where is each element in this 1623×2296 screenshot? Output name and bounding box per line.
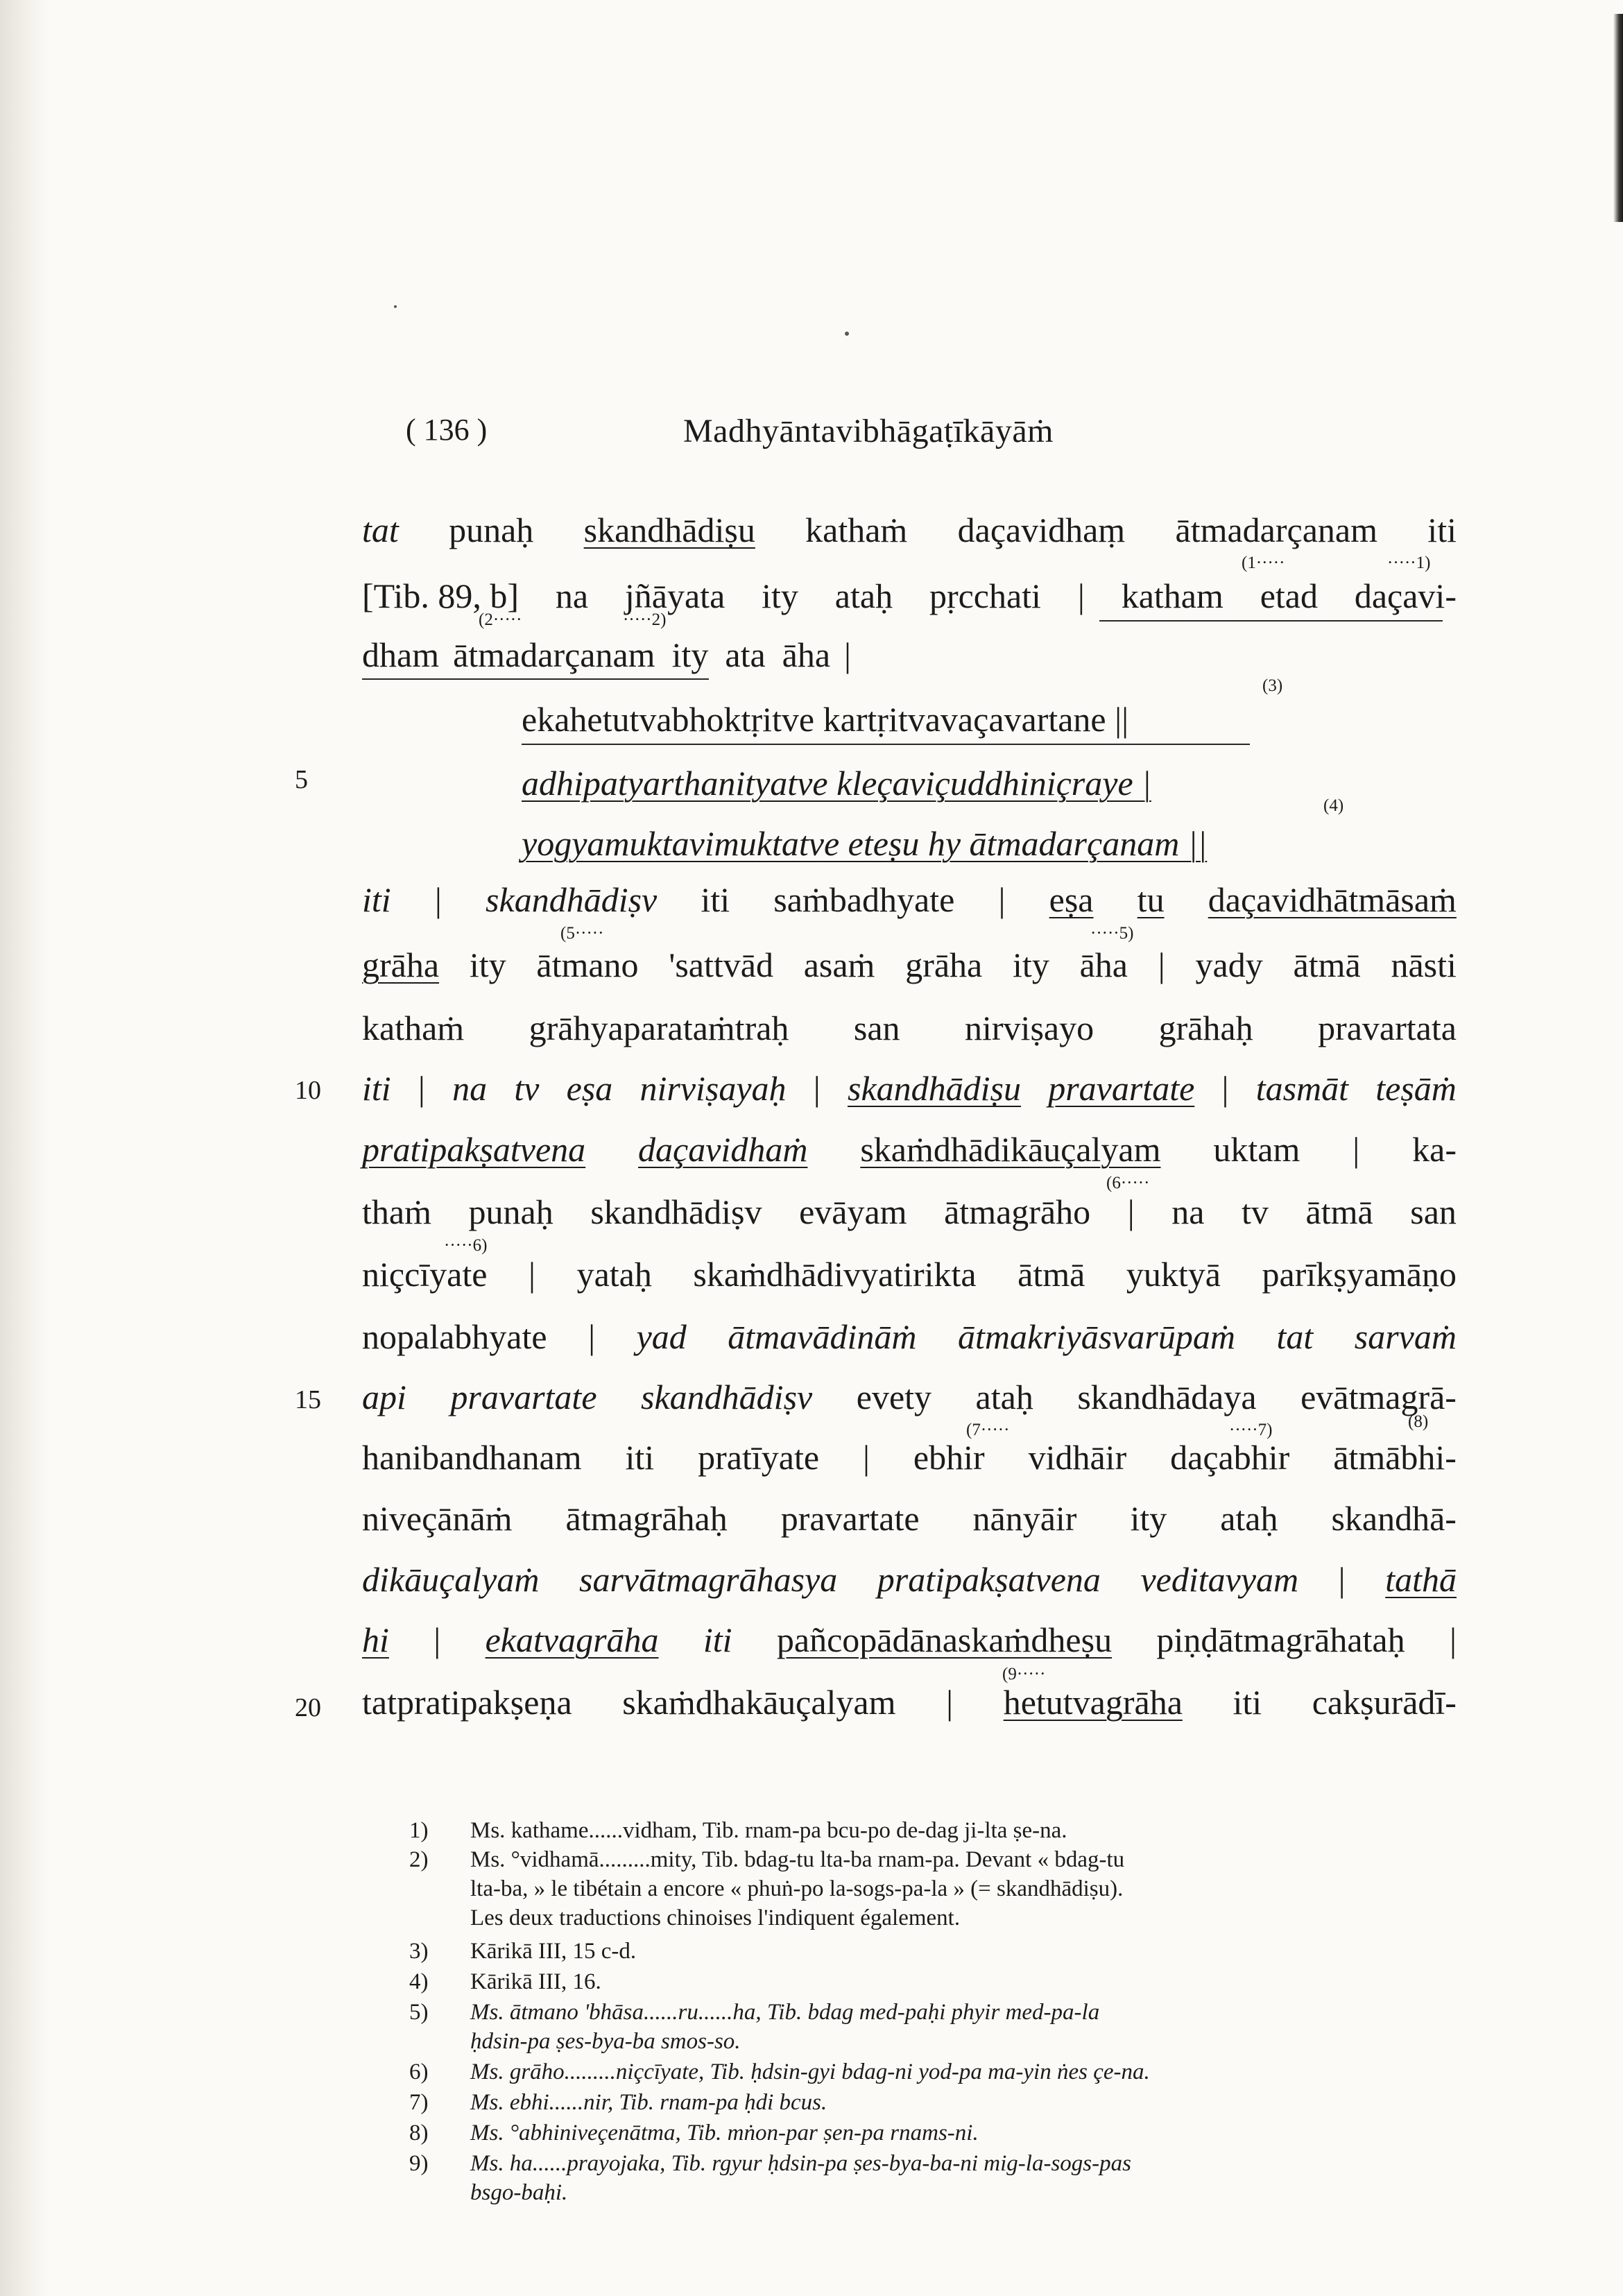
word: nirviṣayaḥ: [639, 1069, 787, 1108]
footnote: [409, 1937, 1463, 1966]
text-line-11: [362, 1129, 1457, 1170]
note-marker: ·····6): [444, 1236, 488, 1255]
footnote-text: bsgo-baḥi.: [470, 2180, 568, 2205]
word: skandhādiṣv: [590, 1192, 762, 1231]
word: daçavi-: [1354, 576, 1457, 615]
footnote-text: Ms. ha......prayojaka, Tib. rgyur ḥdsin-pa ṣes-bya-ba-ni mig-la-sogs-pas: [470, 2151, 1131, 2176]
footnote-number: 2): [409, 1847, 429, 1872]
word: saṁbadhyate: [773, 880, 955, 919]
text-line-15: [362, 1377, 1457, 1417]
scan-shadow-left: [0, 0, 49, 2296]
footnote-number: 8): [409, 2121, 429, 2145]
word: skandhādiṣu: [847, 1069, 1021, 1108]
word: ka-: [1412, 1130, 1457, 1169]
footnote-number: 9): [409, 2151, 429, 2176]
word: ekatvagrāha: [485, 1620, 659, 1659]
word: ātmā: [1293, 945, 1361, 984]
word: niçcīyate: [362, 1255, 488, 1294]
word: nānyāir: [972, 1499, 1077, 1538]
note-marker: ·····5): [1090, 924, 1134, 943]
note-marker: (7·····: [966, 1421, 1010, 1439]
running-title: Madhyāntavibhāgaṭīkāyāṁ: [683, 413, 1054, 449]
word: eṣa: [566, 1069, 613, 1108]
text-line-17: [362, 1498, 1457, 1539]
footnote: [409, 2057, 1463, 2087]
word: evātmagrā-: [1300, 1378, 1457, 1416]
word: tu: [1137, 880, 1165, 919]
footnote: [409, 1845, 1463, 1933]
word: daçavidhaṁ: [638, 1130, 808, 1169]
word: |: [1077, 576, 1085, 615]
footnote-number: 1): [409, 1818, 429, 1843]
note-marker: (4): [1323, 796, 1344, 815]
underline-rule: [1099, 620, 1443, 622]
word: ātmā: [1017, 1255, 1085, 1294]
footnote-text: Ms. ebhi......nir, Tib. rnam-pa ḥdi bcus.: [470, 2090, 827, 2115]
text-line-13: [362, 1254, 1457, 1294]
footnote-text: Ms. ātmano 'bhāsa......ru......ha, Tib. bdag med-paḥi phyir med-pa-la: [470, 2000, 1100, 2025]
line-number: 5: [295, 765, 308, 794]
word: nirviṣayo: [965, 1009, 1094, 1047]
word: dham: [362, 635, 440, 674]
word: ataḥ: [834, 576, 893, 615]
word: |: [418, 1069, 425, 1108]
word: tv: [1242, 1192, 1269, 1231]
word: daçavidhaṃ: [957, 511, 1126, 549]
word: parīkṣyamāṇo: [1262, 1255, 1457, 1294]
word: ātmagrāhaḥ: [565, 1499, 728, 1538]
word: thaṁ: [362, 1192, 431, 1231]
text-line-19: [362, 1620, 1457, 1660]
word: teṣāṁ: [1375, 1069, 1457, 1108]
footnote-number: 6): [409, 2059, 429, 2084]
word: skaṁdhādivyatirikta: [693, 1255, 977, 1294]
word: grāhaḥ: [1158, 1009, 1253, 1047]
word: tv: [514, 1069, 540, 1108]
word: skandhādiṣv: [641, 1378, 813, 1416]
word: yady: [1195, 945, 1263, 984]
line-number: 10: [295, 1076, 321, 1105]
word: |: [434, 880, 442, 919]
verse-text: yogyamuktavimuktatve eteṣu hy ātmadarçanam ||: [522, 824, 1208, 863]
word: |: [813, 1069, 821, 1108]
word: sarvaṁ: [1354, 1317, 1457, 1356]
word: 'sattvād: [669, 945, 773, 984]
footnote-text: Kārikā III, 16.: [470, 1969, 601, 1994]
text-line-14: [362, 1317, 1457, 1357]
word: niveçānāṁ: [362, 1499, 513, 1538]
word: ata: [725, 635, 766, 674]
word: katham: [1121, 576, 1223, 615]
word: |: [529, 1255, 536, 1294]
word: iti: [1427, 511, 1457, 549]
word: skandhādiṣv: [486, 880, 658, 919]
word: ataḥ: [1220, 1499, 1278, 1538]
footnote: [409, 2149, 1463, 2207]
note-marker: (5·····: [560, 924, 604, 943]
page-number: ( 136 ): [406, 413, 488, 447]
word: skandhādiṣu: [583, 511, 755, 549]
word: āha: [782, 635, 831, 674]
footnote: [409, 1816, 1463, 1845]
word: sarvātmagrāhasya: [579, 1560, 838, 1599]
word: ity: [762, 576, 798, 615]
word: etad: [1260, 576, 1318, 615]
word: san: [853, 1009, 900, 1047]
word: skandhā-: [1331, 1499, 1457, 1538]
text-line-7: [362, 880, 1457, 920]
word: |: [1221, 1069, 1229, 1108]
note-marker: (6·····: [1106, 1174, 1150, 1192]
word: āha: [1079, 945, 1128, 984]
word: api: [362, 1378, 406, 1416]
word: pravartate: [1048, 1069, 1195, 1108]
word: pratipakṣatvena: [877, 1560, 1101, 1599]
word: yad: [636, 1317, 687, 1356]
scan-shadow-right: [1613, 14, 1623, 222]
footnote: [409, 2088, 1463, 2117]
word: iti: [362, 1069, 391, 1108]
word: ātmā: [1305, 1192, 1373, 1231]
word: |: [844, 635, 852, 674]
word: pravartate: [450, 1378, 597, 1416]
word: hi: [362, 1620, 389, 1659]
note-marker: ·····1): [1387, 554, 1431, 572]
word: |: [1352, 1130, 1360, 1169]
word: pratīyate: [698, 1438, 820, 1477]
text-line-2: [362, 576, 1457, 616]
text-line-1: [362, 510, 1457, 550]
word: na: [452, 1069, 488, 1108]
word: |: [946, 1683, 954, 1722]
word: ity: [469, 945, 506, 984]
word: punaḥ: [468, 1192, 553, 1231]
word: ity: [1013, 945, 1049, 984]
word: pravartate: [780, 1499, 920, 1538]
word: na: [555, 576, 589, 615]
note-marker: (3): [1262, 676, 1283, 695]
word: |: [588, 1317, 596, 1356]
footnote-text: ḥdsin-pa ṣes-bya-ba smos-so.: [470, 2029, 741, 2054]
note-marker: (1·····: [1242, 554, 1285, 572]
footnote-number: 3): [409, 1939, 429, 1964]
word: ātmano: [536, 945, 639, 984]
word: evāyam: [799, 1192, 907, 1231]
word: kathaṁ: [805, 511, 908, 549]
note-marker: ·····2): [623, 610, 667, 629]
note-marker: (9·····: [1002, 1665, 1046, 1684]
speck: [845, 332, 849, 336]
word: ataḥ: [975, 1378, 1033, 1416]
word: grāha: [362, 945, 440, 984]
word: daçavidhātmāsaṁ: [1208, 880, 1457, 919]
line-number: 20: [295, 1693, 321, 1722]
footnote: [409, 1998, 1463, 2056]
word: cakṣurādī-: [1312, 1683, 1457, 1722]
text-line-10: [362, 1068, 1457, 1108]
word: ātmakriyāsvarūpaṁ: [957, 1317, 1235, 1356]
note-marker: (8): [1408, 1412, 1429, 1431]
word: skandhādaya: [1077, 1378, 1257, 1416]
word: iti: [625, 1438, 655, 1477]
word: san: [1410, 1192, 1457, 1231]
verse-line-3: [522, 823, 1207, 864]
footnote-number: 4): [409, 1969, 429, 1994]
footnote-text: Les deux traductions chinoises l'indiquent également.: [470, 1905, 961, 1930]
word: grāhyaparataṁtraḥ: [529, 1009, 789, 1047]
word: hanibandhanam: [362, 1438, 582, 1477]
footnote-text: Ms. grāho.........niçcīyate, Tib. ḥdsin-gyi bdag-ni yod-pa ma-yin ṅes çe-na.: [470, 2059, 1150, 2084]
footnote-text: lta-ba, » le tibétain a encore « phuṅ-po la-sogs-pa-la » (= skandhādiṣu).: [470, 1876, 1124, 1901]
footnote-text: Ms. °abhiniveçenātma, Tib. mṅon-par ṣen-pa rnams-ni.: [470, 2121, 979, 2145]
word: yuktyā: [1126, 1255, 1221, 1294]
word: vidhāir: [1028, 1438, 1127, 1477]
note-marker: (2·····: [479, 610, 522, 629]
word: yataḥ: [576, 1255, 652, 1294]
word: na: [1171, 1192, 1205, 1231]
word: skaṁdhakāuçalyam: [622, 1683, 896, 1722]
word: tat: [1276, 1317, 1314, 1356]
text-line-8: [362, 945, 1457, 985]
word: [Tib. 89, b]: [362, 576, 519, 615]
underline-rule: [362, 678, 709, 680]
word: uktam: [1213, 1130, 1300, 1169]
word: asaṁ: [803, 945, 875, 984]
text-line-20: [362, 1682, 1457, 1722]
word: ebhir: [913, 1438, 985, 1477]
word: tat: [362, 511, 399, 549]
word: dikāuçalyaṁ: [362, 1560, 540, 1599]
word: eṣa: [1049, 880, 1094, 919]
word: |: [862, 1438, 870, 1477]
word: iti: [703, 1620, 732, 1659]
word: daçabhir: [1170, 1438, 1290, 1477]
text-line-12: [362, 1192, 1457, 1232]
verse-line-2: [522, 763, 1151, 803]
word: tatpratipakṣeṇa: [362, 1683, 572, 1722]
word: hetutvagrāha: [1003, 1683, 1183, 1722]
speck: [394, 305, 397, 308]
word: ity: [671, 635, 709, 674]
word: jñāyata: [624, 576, 725, 615]
word: iti: [701, 880, 730, 919]
word: pañcopādānaskaṁdheṣu: [776, 1620, 1113, 1659]
text-line-18: [362, 1559, 1457, 1600]
text-line-3: [362, 635, 851, 675]
word: nopalabhyate: [362, 1317, 547, 1356]
word: |: [1158, 945, 1165, 984]
footnote: [409, 1967, 1463, 1996]
word: evety: [856, 1378, 932, 1416]
word: veditavyam: [1140, 1560, 1299, 1599]
note-marker: ·····7): [1229, 1421, 1273, 1439]
word: tathā: [1385, 1560, 1457, 1599]
word: ātmadarçanam: [453, 635, 655, 674]
line-number: 15: [295, 1385, 321, 1414]
word: skaṁdhādikāuçalyam: [860, 1130, 1161, 1169]
word: |: [1338, 1560, 1346, 1599]
word: nāsti: [1391, 945, 1457, 984]
footnote-text: Kārikā III, 15 c-d.: [470, 1939, 637, 1964]
footnote: [409, 2118, 1463, 2148]
word: grāha: [905, 945, 983, 984]
word: ity: [1130, 1499, 1167, 1538]
word: |: [1449, 1620, 1457, 1659]
word: kathaṁ: [362, 1009, 465, 1047]
text-line-9: [362, 1008, 1457, 1048]
text-line-16: [362, 1437, 1457, 1477]
footnote-number: 5): [409, 2000, 429, 2025]
word: ātmābhi-: [1333, 1438, 1457, 1477]
footnote-number: 7): [409, 2090, 429, 2115]
word: ātmavādināṁ: [728, 1317, 917, 1356]
word: pravartata: [1318, 1009, 1457, 1047]
footnote-text: Ms. °vidhamā.........mity, Tib. bdag-tu lta-ba rnam-pa. Devant « bdag-tu: [470, 1847, 1125, 1872]
word: |: [433, 1620, 441, 1659]
underline-rule: [522, 744, 1250, 745]
word: pṛcchati: [929, 576, 1041, 615]
verse-text: ekahetutvabhoktṛitve kartṛitvavaçavartane ||: [522, 700, 1129, 739]
word: piṇḍātmagrāhataḥ: [1156, 1620, 1405, 1659]
word: ātmagrāho: [944, 1192, 1091, 1231]
verse-line-1: [522, 699, 1128, 739]
word: ātmadarçanam: [1175, 511, 1377, 549]
verse-text: adhipatyarthanityatve kleçaviçuddhiniçraye |: [522, 764, 1151, 803]
word: iti: [1233, 1683, 1262, 1722]
word: pratipakṣatvena: [362, 1130, 586, 1169]
word: |: [1127, 1192, 1135, 1231]
word: tasmāt: [1255, 1069, 1349, 1108]
word: iti: [362, 880, 391, 919]
word: |: [998, 880, 1006, 919]
footnote-text: Ms. kathame......vidham, Tib. rnam-pa bcu-po de-dag ji-lta ṣe-na.: [470, 1818, 1067, 1843]
word: punaḥ: [449, 511, 534, 549]
